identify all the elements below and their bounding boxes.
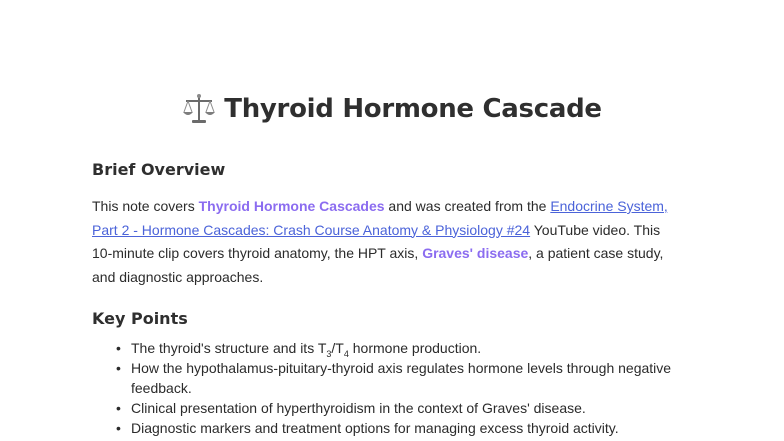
list-item-text: Diagnostic markers and treatment options for managing excess thyroid activity. <box>131 419 619 436</box>
list-item <box>92 399 692 419</box>
subscript: 4 <box>343 348 349 359</box>
list-item <box>92 339 692 359</box>
bullet-icon: • <box>116 419 121 436</box>
key-points-heading: Key Points <box>92 309 188 328</box>
balance-scale-icon <box>182 92 216 126</box>
overview-heading: Brief Overview <box>92 160 226 179</box>
list-item-text: Clinical presentation of hyperthyroidism in the context of Graves' disease. <box>131 399 586 416</box>
page-title: Thyroid Hormone Cascade <box>224 94 602 124</box>
title-row <box>0 92 784 126</box>
overview-text: and was created from the <box>384 198 551 214</box>
bullet-icon: • <box>116 360 121 376</box>
subscript: 3 <box>326 348 332 359</box>
overview-text: This note covers <box>92 198 199 214</box>
video-link[interactable]: Endocrine System, Part 2 - Hormone Cascades: Crash Course Anatomy & Physiology #24 <box>92 198 668 238</box>
list-item-text: hormone production. <box>348 340 482 356</box>
list-item-text: /T <box>331 340 344 356</box>
list-item <box>92 419 692 439</box>
highlight-graves-disease: Graves' disease <box>422 245 529 261</box>
bullet-icon: • <box>116 340 121 356</box>
overview-text: , a patient case study, and diagnostic approaches. <box>92 245 664 285</box>
list-item <box>92 359 692 398</box>
list-item-text: How the hypothalamus-pituitary-thyroid axis regulates hormone levels through negative feedback. <box>131 360 672 396</box>
overview-text: YouTube video. This 10-minute clip covers thyroid anatomy, the HPT axis, <box>92 221 661 261</box>
key-points-list <box>92 339 692 439</box>
highlight-thyroid-hormone-cascades: Thyroid Hormone Cascades <box>198 198 385 214</box>
list-item-text: The thyroid's structure and its T <box>131 340 327 356</box>
overview-paragraph <box>92 195 682 289</box>
bullet-icon: • <box>116 399 121 416</box>
